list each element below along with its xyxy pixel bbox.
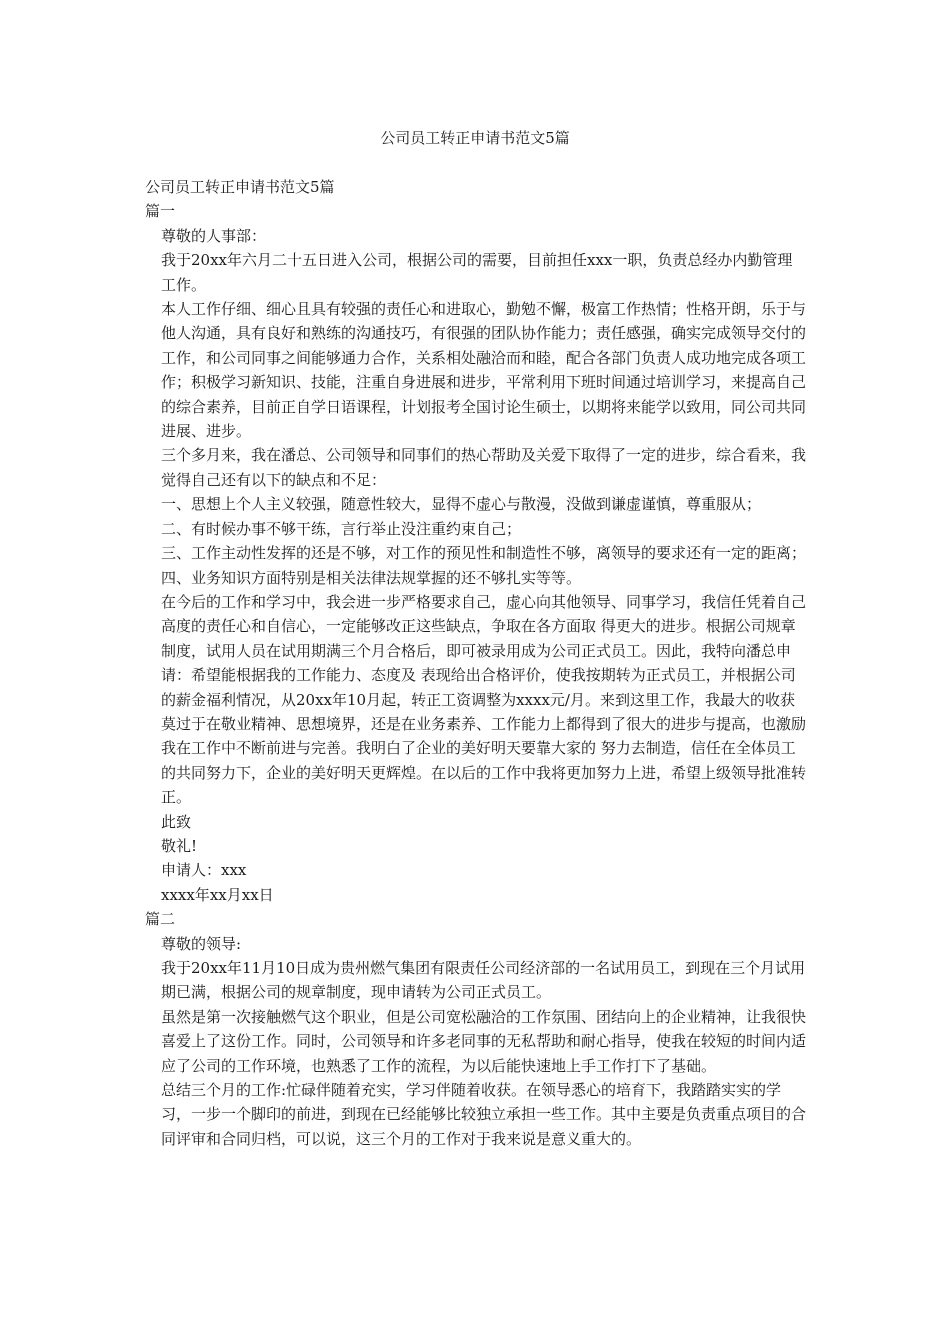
document-body xyxy=(145,175,807,1151)
document-paragraph: 二、有时候办事不够干练，言行举止没注重约束自己； xyxy=(161,519,522,538)
document-paragraph: 篇二 xyxy=(145,910,176,929)
page-title: 公司员工转正申请书范文5篇 xyxy=(380,129,570,147)
document-paragraph: xxxx年xx月xx日 xyxy=(161,885,274,904)
document-paragraph: 尊敬的人事部： xyxy=(161,226,267,245)
document-paragraph: 此致 xyxy=(161,812,192,831)
document-paragraph: 总结三个月的工作:忙碌伴随着充实，学习伴随着收获。在领导悉心的培育下，我踏踏实实的学习，一步一个脚印的前进，到现在已经能够比较独立承担一些工作。其中主要是负责重点项目的合同评审和合同归档，可以说，这三个月的工作对于我来说是意义重大的。 xyxy=(161,1081,807,1148)
document-paragraph: 一、思想上个人主义较强，随意性较大，显得不虚心与散漫，没做到谦虚谨慎，尊重服从； xyxy=(161,495,762,514)
document-paragraph: 我于20xx年六月二十五日进入公司，根据公司的需要，目前担任xxx一职，负责总经办内勤管理工作。 xyxy=(161,251,793,294)
document-paragraph: 公司员工转正申请书范文5篇 xyxy=(145,178,335,196)
document-paragraph: 我于20xx年11月10日成为贵州燃气集团有限责任公司经济部的一名试用员工，到现在三个月试用期已满，根据公司的规章制度，现申请转为公司正式员工。 xyxy=(161,959,806,1002)
document-paragraph: 敬礼! xyxy=(161,836,198,855)
document-paragraph: 三个多月来，我在潘总、公司领导和同事们的热心帮助及关爱下取得了一定的进步，综合看来，我觉得自己还有以下的缺点和不足： xyxy=(161,446,807,489)
document-paragraph: 尊敬的领导: xyxy=(161,934,242,953)
document-paragraph: 在今后的工作和学习中，我会进一步严格要求自己，虚心向其他领导、同事学习，我信任凭着自己高度的责任心和自信心，一定能够改正这些缺点，争取在各方面取 得更大的进步。根据公司规章制度，试用人员在试用期满三个月合格后，即可被录用成为公司正式员工。因此，我特向潘总申请：希望能根据我的工作能力、态度及 表现给出合格评价，使我按期转为正式员工，并根据公司的薪金福利情况，从20xx年10月起，转正工资调整为xxxx元/月。来到这里工作，我最大的收获 莫过于在敬业精神、思想境界，还是在业务素养、工作能力上都得到了很大的进步与提高，也激励我在工作中不断前进与完善。我明白了企业的美好明天要靠大家的 努力去制造，信任在全体员工的共同努力下，企业的美好明天更辉煌。在以后的工作中我将更加努力上进，希望上级领导批准转正。 xyxy=(161,592,807,807)
document-paragraph: 三、工作主动性发挥的还是不够，对工作的预见性和制造性不够，离领导的要求还有一定的距离； xyxy=(161,544,807,563)
document-paragraph: 虽然是第一次接触燃气这个职业，但是公司宽松融洽的工作氛围、团结向上的企业精神，让我很快喜爱上了这份工作。同时，公司领导和许多老同事的无私帮助和耐心指导，使我在较短的时间内适应了公司的工作环境，也熟悉了工作的流程，为以后能快速地上手工作打下了基础。 xyxy=(161,1007,807,1075)
document-paragraph: 本人工作仔细、细心且具有较强的责任心和进取心，勤勉不懈，极富工作热情；性格开朗，乐于与他人沟通，具有良好和熟练的沟通技巧，有很强的团队协作能力；责任感强，确实完成领导交付的工作，和公司同事之间能够通力合作，关系相处融洽而和睦，配合各部门负责人成功地完成各项工作；积极学习新知识、技能，注重自身进展和进步，平常利用下班时间通过培训学习，来提高自己的综合素养，目前正自学日语课程，计划报考全国讨论生硕士，以期将来能学以致用，同公司共同进展、进步。 xyxy=(161,300,807,441)
document-paragraph: 申请人：xxx xyxy=(161,861,247,880)
document-paragraph: 篇一 xyxy=(145,202,176,221)
document-paragraph: 四、业务知识方面特别是相关法律法规掌握的还不够扎实等等。 xyxy=(161,568,582,587)
